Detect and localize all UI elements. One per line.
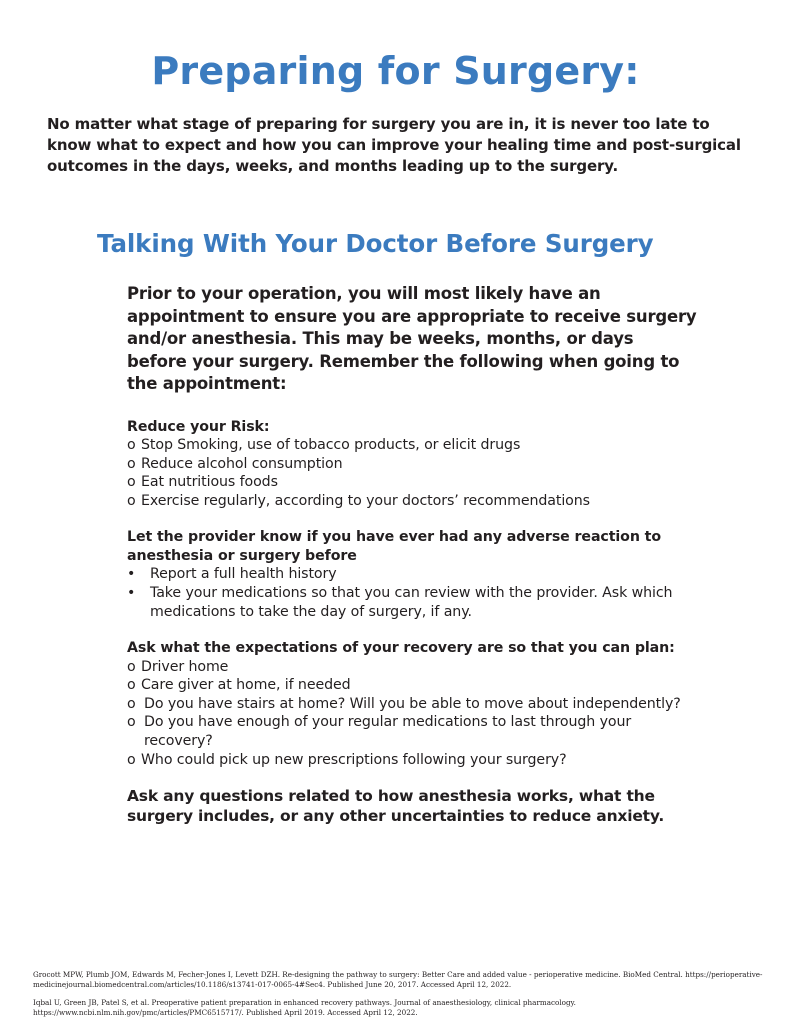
list-item-text: Do you have stairs at home? Will you be able to move about independently? xyxy=(144,695,681,712)
intro-paragraph: No matter what stage of preparing for surgery you are in, it is never too late to know what to expect and how you can improve your healing time and post-surgical outcomes in the days, weeks, and months leading up to the surgery. xyxy=(47,115,741,175)
adverse-reaction-heading: Let the provider know if you have ever had any adverse reaction to anesthesia or surgery before xyxy=(127,529,662,564)
list-item-text: Do you have enough of your regular medications to last through your recovery? xyxy=(144,714,632,750)
list-item xyxy=(127,658,697,677)
list-item xyxy=(127,695,697,714)
reduce-risk-section xyxy=(127,418,697,511)
list-item xyxy=(127,473,697,492)
reference-item: Grocott MPW, Plumb JOM, Edwards M, Fecher-Jones I, Levett DZH. Re-designing the pathway to surgery: Better Care and added value - perioperative medicine. BioMed Central. https://perioperative-medicinejournal.biomedcentral.com/articles/10.1186/s13741-017-0065-4#Sec4. Published June 20, 2017. Accessed April 12, 2022. xyxy=(33,970,763,989)
main-content xyxy=(127,283,697,826)
lead-paragraph: Prior to your operation, you will most likely have an appointment to ensure you are appropriate to receive surgery and/or anesthesia. This may be weeks, months, or days before your surgery. Remember the following when going to the appointment: xyxy=(127,284,697,393)
list-marker: o xyxy=(127,658,136,675)
reduce-risk-list xyxy=(127,436,697,510)
page-title: Preparing for Surgery: xyxy=(151,49,640,93)
reference-item: Iqbal U, Green JB, Patel S, et al. Preoperative patient preparation in enhanced recovery pathways. Journal of anaesthesiology, clinical pharmacology. https://www.ncbi.nlm.nih.gov/pmc/articles/PMC6515717/. Published April 2019. Accessed April 12, 2022. xyxy=(33,998,576,1017)
adverse-reaction-section xyxy=(127,528,697,621)
recovery-heading: Ask what the expectations of your recovery are so that you can plan: xyxy=(127,640,675,657)
list-item-text: Take your medications so that you can review with the provider. Ask which medications to take the day of surgery, if any. xyxy=(150,584,673,620)
list-item xyxy=(127,751,697,770)
list-marker: o xyxy=(127,714,136,731)
list-item xyxy=(127,455,697,474)
list-item-text: Who could pick up new prescriptions following your surgery? xyxy=(141,751,567,768)
list-marker: o xyxy=(127,751,136,768)
list-item xyxy=(127,584,697,621)
list-marker: o xyxy=(127,455,136,472)
closing-paragraph: Ask any questions related to how anesthesia works, what the surgery includes, or any other uncertainties to reduce anxiety. xyxy=(127,787,665,825)
list-marker: o xyxy=(127,474,136,491)
bullet-marker: • xyxy=(127,566,136,583)
list-item-text: Reduce alcohol consumption xyxy=(141,455,343,472)
list-marker: o xyxy=(127,677,136,694)
reduce-risk-heading: Reduce your Risk: xyxy=(127,418,270,435)
adverse-reaction-list xyxy=(127,565,697,621)
list-item xyxy=(127,565,697,584)
bullet-marker: • xyxy=(127,584,136,601)
list-marker: o xyxy=(127,437,136,453)
list-item-text: Driver home xyxy=(141,658,229,675)
list-marker: o xyxy=(127,492,136,509)
recovery-section xyxy=(127,639,697,769)
section-title: Talking With Your Doctor Before Surgery xyxy=(97,229,654,258)
list-item-text: Stop Smoking, use of tobacco products, or elicit drugs xyxy=(141,437,521,453)
list-item xyxy=(127,713,697,750)
recovery-list xyxy=(127,658,697,770)
list-item xyxy=(127,676,697,695)
list-item xyxy=(127,492,697,511)
list-marker: o xyxy=(127,695,136,712)
references xyxy=(33,970,763,1026)
list-item-text: Care giver at home, if needed xyxy=(141,677,351,694)
list-item xyxy=(127,436,697,455)
list-item-text: Eat nutritious foods xyxy=(141,474,278,491)
list-item-text: Report a full health history xyxy=(150,566,337,583)
list-item-text: Exercise regularly, according to your doctors’ recommendations xyxy=(141,492,590,509)
